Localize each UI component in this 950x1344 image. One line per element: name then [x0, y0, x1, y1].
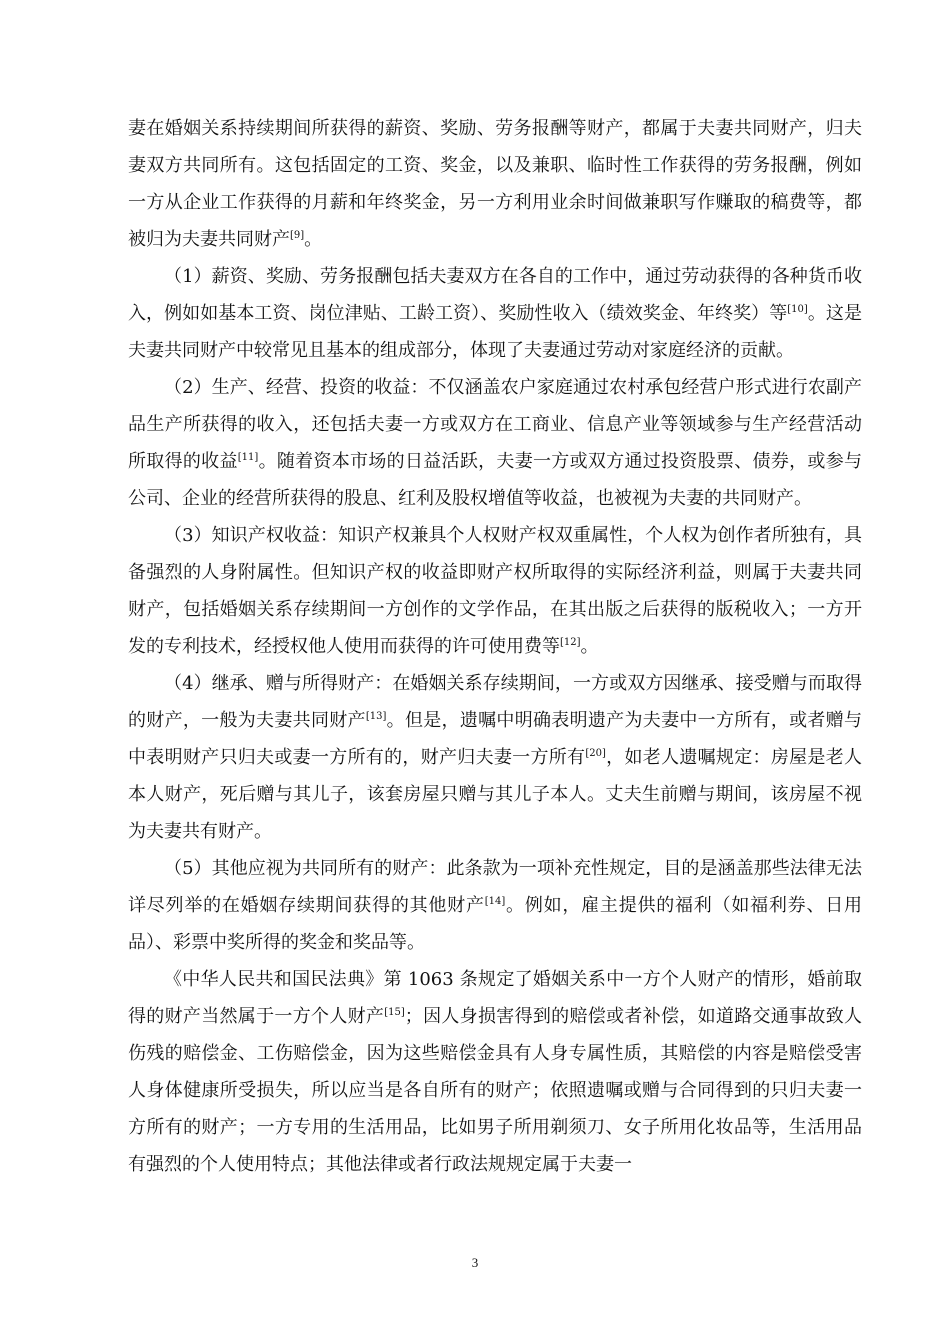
text-run: 。: [580, 636, 599, 657]
citation-marker: [12]: [560, 637, 581, 648]
text-run: ；因人身损害得到的赔偿或者补偿，如道路交通事故致人伤残的赔偿金、工伤赔偿金，因为这些赔偿金具有人身专属性质，其赔偿的内容是赔偿受害人身体健康所受损失，所以应当是各自所有的财产；依照遗嘱或赠与合同得到的只归夫妻一方所有的财产；一方专用的生活用品，比如男子所用剃须刀、女子所用化妆品等，生活用品有强烈的个人使用特点；其他法律或者行政法规规定属于夫妻一: [128, 1006, 863, 1175]
paragraph-intellectual-property: [128, 517, 862, 665]
text-run: 妻在婚姻关系持续期间所获得的薪资、奖励、劳务报酬等财产，都属于夫妻共同财产，归夫妻双方共同所有。这包括固定的工资、奖金，以及兼职、临时性工作获得的劳务报酬，例如一方从企业工作获得的月薪和年终奖金，另一方利用业余时间做兼职写作赚取的稿费等，都被归为夫妻共同财产: [128, 118, 862, 250]
text-run: （5）其他应视为共同所有的财产：此条款为一项补充性规定，目的是涵盖那些法律无法详尽列举的在婚姻存续期间获得的其他财产: [128, 858, 862, 916]
citation-marker: [15]: [384, 1007, 405, 1018]
paragraph-continuation: [128, 110, 862, 258]
citation-marker: [20]: [585, 748, 606, 759]
paragraph-civil-code: [128, 961, 862, 1183]
text-run: 。但是，遗嘱中明确表明遗产为夫妻中一方所有，或者赠与中表明财产只归夫或妻一方所有的，财产归夫妻一方所有: [128, 710, 863, 768]
body-text: [128, 110, 862, 1183]
text-run: （1）薪资、奖励、劳务报酬包括夫妻双方在各自的工作中，通过劳动获得的各种货币收入，例如如基本工资、岗位津贴、工龄工资）、奖励性收入（绩效奖金、年终奖）等: [128, 266, 862, 324]
text-run: ，如老人遗嘱规定：房屋是老人本人财产，死后赠与其儿子，该套房屋只赠与其儿子本人。丈夫生前赠与期间，该房屋不视为夫妻共有财产。: [128, 747, 863, 842]
text-run: 。随着资本市场的日益活跃，夫妻一方或双方通过投资股票、债券，或参与公司、企业的经营所获得的股息、红利及股权增值等收益，也被视为夫妻的共同财产。: [128, 451, 862, 509]
page-number: 3: [471, 1255, 479, 1270]
text-run: （4）继承、赠与所得财产：在婚姻关系存续期间，一方或双方因继承、接受赠与而取得的财产，一般为夫妻共同财产: [128, 673, 862, 731]
text-run: 。这是夫妻共同财产中较常见且基本的组成部分，体现了夫妻通过劳动对家庭经济的贡献。: [128, 303, 862, 361]
citation-marker: [14]: [484, 896, 506, 907]
text-run: 。例如，雇主提供的福利（如福利券、日用品）、彩票中奖所得的奖金和奖品等。: [128, 895, 862, 953]
paragraph-inheritance-gift: [128, 665, 862, 850]
paragraph-other-property: [128, 850, 862, 961]
text-run: （3）知识产权收益：知识产权兼具个人权财产权双重属性，个人权为创作者所独有，具备强烈的人身附属性。但知识产权的收益即财产权所取得的实际经济利益，则属于夫妻共同财产，包括婚姻关系存续期间一方创作的文学作品，在其出版之后获得的版税收入；一方开发的专利技术，经授权他人使用而获得的许可使用费等: [128, 525, 862, 657]
paragraph-wages: [128, 258, 862, 369]
citation-marker: [13]: [365, 711, 387, 722]
text-run: 《中华人民共和国民法典》第 1063 条规定了婚姻关系中一方个人财产的情形，婚前取得的财产当然属于一方个人财产: [128, 969, 862, 1027]
citation-marker: [9]: [290, 230, 305, 241]
paragraph-business-income: [128, 369, 862, 517]
citation-marker: [11]: [237, 452, 259, 463]
text-run: （2）生产、经营、投资的收益：不仅涵盖农户家庭通过农村承包经营户形式进行农副产品生产所获得的收入，还包括夫妻一方或双方在工商业、信息产业等领域参与生产经营活动所取得的收益: [128, 377, 862, 472]
text-run: 。: [304, 229, 323, 250]
citation-marker: [10]: [787, 304, 808, 315]
